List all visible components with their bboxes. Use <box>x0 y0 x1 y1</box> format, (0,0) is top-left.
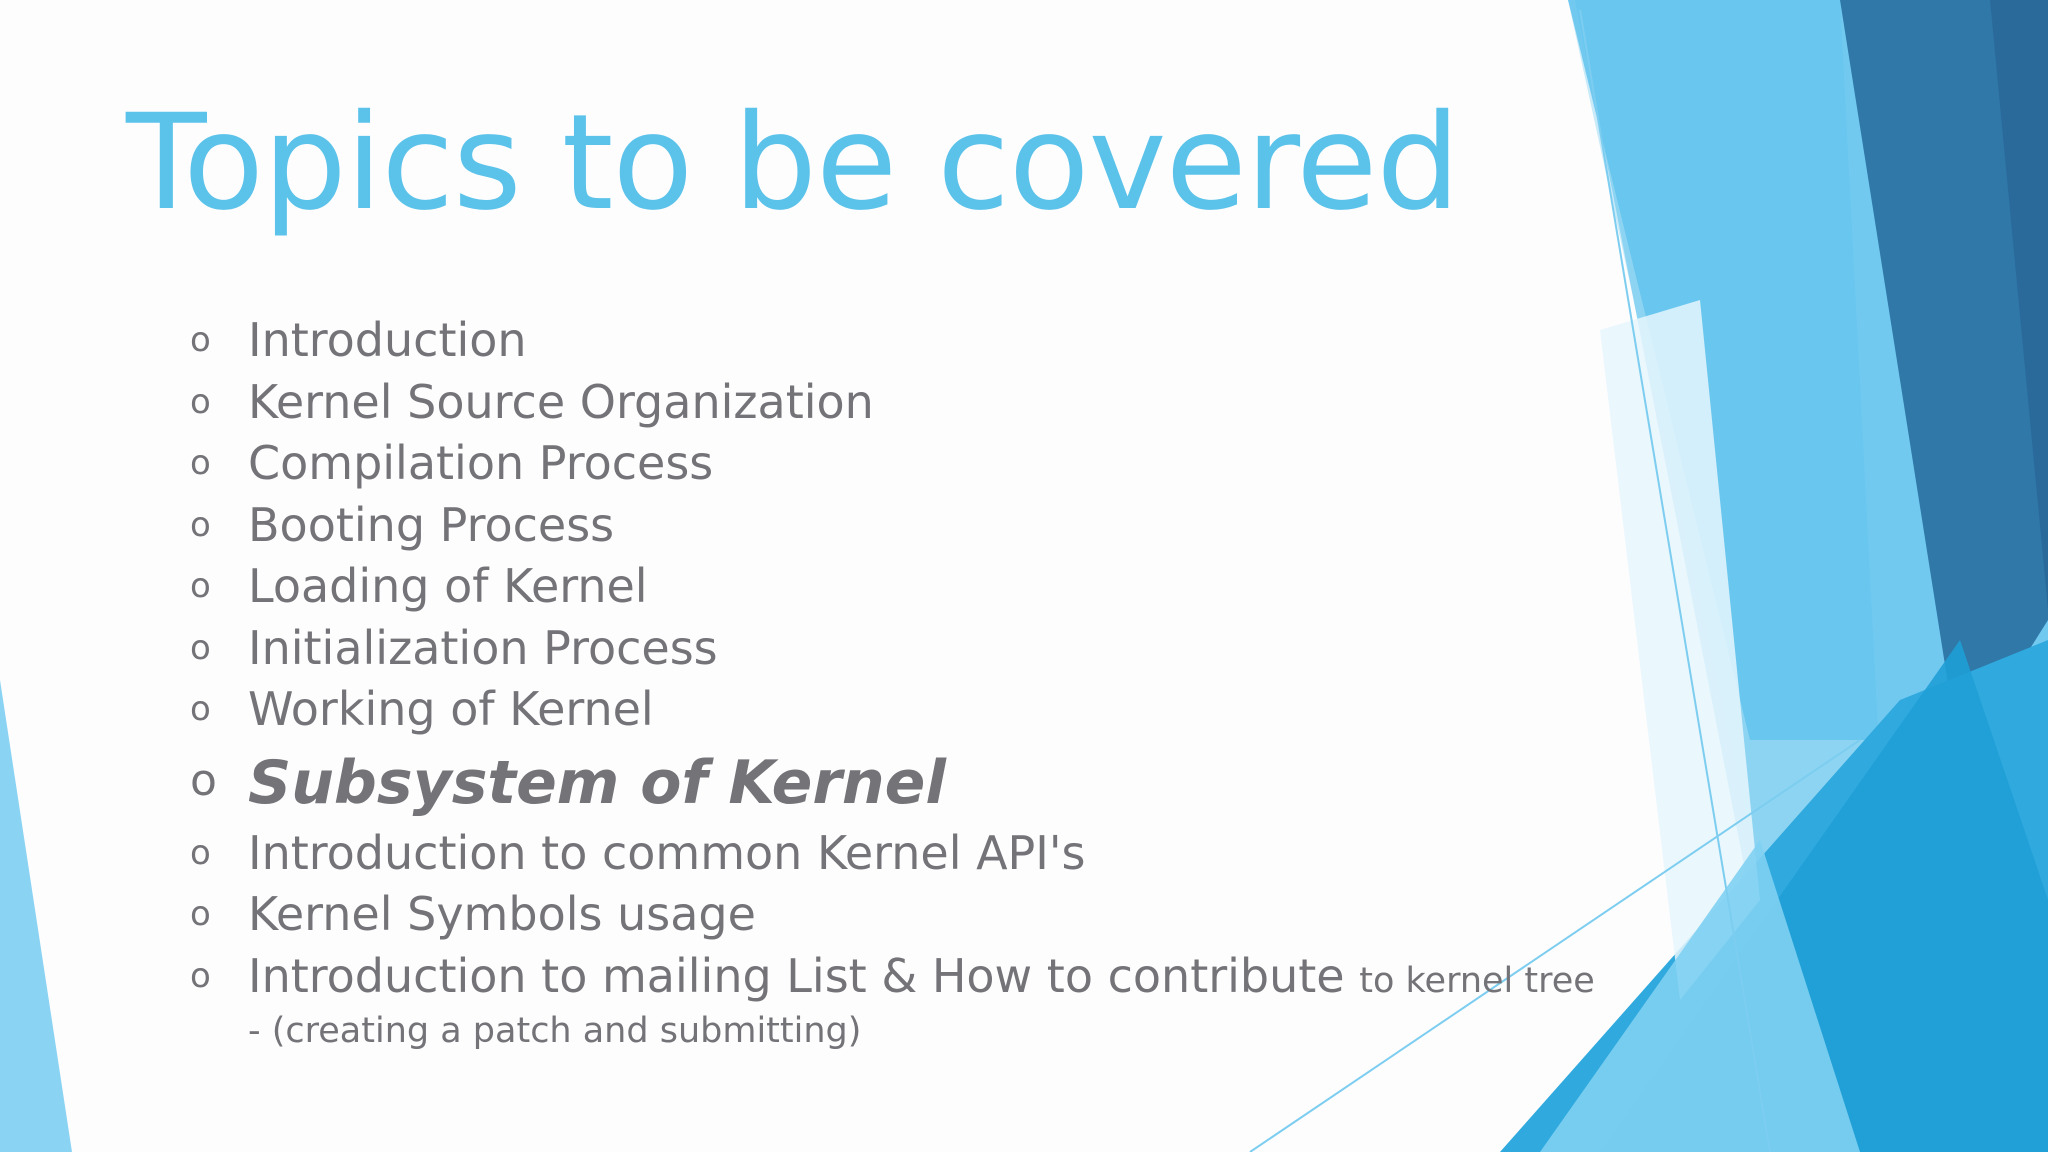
topic-text-tail: to kernel tree <box>1359 960 1595 1001</box>
topic-item <box>190 884 1595 946</box>
topic-item <box>190 495 1595 557</box>
topic-item <box>190 372 1595 434</box>
topic-item <box>190 310 1595 372</box>
bullet-circle: o <box>190 381 211 422</box>
topic-item-emphasized <box>190 741 1595 823</box>
bullet-circle: o <box>190 443 211 483</box>
bullet-circle: o <box>190 566 211 606</box>
topic-text: Introduction to common Kernel API's <box>248 825 1086 880</box>
bullet-circle: o <box>190 627 211 668</box>
topic-text: Kernel Source Organization <box>248 374 874 429</box>
topic-item <box>190 679 1595 741</box>
topic-text: Kernel Symbols usage <box>248 887 756 941</box>
topic-text: Booting Process <box>248 497 615 552</box>
bullet-circle: o <box>190 832 211 873</box>
topic-text: Introduction <box>248 313 527 367</box>
facet-left-edge <box>0 680 72 1152</box>
bullet-circle: o <box>190 504 211 545</box>
topic-text: Subsystem of Kernel <box>248 747 946 818</box>
bullet-circle: o <box>190 894 211 934</box>
topic-item <box>190 618 1595 680</box>
bullet-circle: o <box>190 955 211 996</box>
topic-subline: - (creating a patch and submitting) <box>248 1011 862 1051</box>
topic-text: Introduction to mailing List & How to contribute <box>248 948 1345 1003</box>
topic-item <box>190 823 1595 885</box>
slide-title: Topics to be covered <box>126 86 1460 240</box>
bullet-circle: o <box>190 320 211 360</box>
topic-text: Loading of Kernel <box>248 559 648 613</box>
topic-text: Working of Kernel <box>248 682 654 736</box>
topic-item <box>190 433 1595 495</box>
bullet-circle: o <box>190 754 217 806</box>
topic-item <box>190 556 1595 618</box>
topic-item <box>190 946 1595 1055</box>
topic-list <box>190 310 1595 1054</box>
topic-text: Compilation Process <box>248 436 714 490</box>
topic-text: Initialization Process <box>248 620 718 675</box>
bullet-circle: o <box>190 689 211 729</box>
